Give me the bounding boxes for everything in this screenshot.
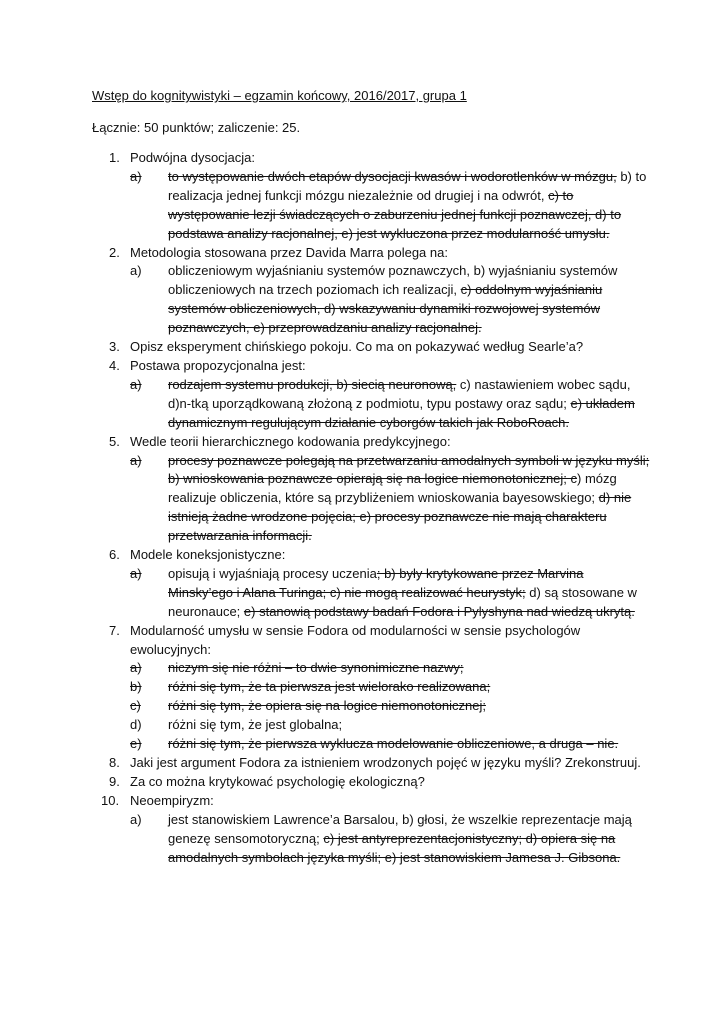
question-10 [92,792,652,868]
answer-letter: a) [130,263,142,279]
answer-struck: c) to występowanie lezji świadczących o zaburzeniu jednej funkcji poznawczej, d) to podstawa analizy racjonalnej, e) jest wykluczona przez modularność umysłu. [168,187,622,241]
question-5 [92,433,652,546]
question-number: 2. [109,244,120,260]
answer-kept: obliczeniowym wyjaśnianiu systemów poznawczych, b) wyjaśnianiu systemów obliczeniowych na trzech poziomach ich realizacji, [168,263,618,298]
answer-item [130,735,652,754]
question-number: 6. [109,547,120,563]
answer-letter: a) [130,168,142,184]
question-text: Opisz eksperyment chińskiego pokoju. Co ma on pokazywać według Searle’a? [130,339,584,355]
answer-struck: różni się tym, że opiera się na logice niemonotonicznej; [168,698,486,714]
question-number: 3. [109,339,120,355]
question-number: 8. [109,755,120,770]
answer-letter: c) [130,698,141,714]
answer-block [130,168,652,244]
answer-struck: e) układem dynamicznym regulującym działanie cyborgów takich jak RoboRoach. [168,395,635,430]
question-text: Wedle teorii hierarchicznego kodowania predykcyjnego: [130,433,451,449]
question-text: Modele koneksjonistyczne: [130,547,286,563]
answer-struck: różni się tym, że ta pierwsza jest wielorako realizowana; [168,679,491,695]
answer-block [130,565,652,622]
question-number: 9. [109,773,120,789]
question-text: Neoempiryzm: [130,792,214,808]
question-4 [92,357,652,433]
answer-kept: jest stanowiskiem Lawrence’a Barsalou, b) głosi, że wszelkie reprezentacje mają genezę sensomotoryczną; [168,811,632,846]
question-7 [92,622,652,754]
answer-kept: d) są stosowane w neuronauce; [168,584,637,619]
question-list [92,149,652,867]
question-6 [92,546,652,622]
answer-letter: d) [130,717,142,733]
answer-letter: a) [130,376,142,392]
question-number: 10. [101,792,120,808]
points-info: Łącznie: 50 punktów; zaliczenie: 25. [92,120,301,135]
question-text: Za co można krytykować psychologię ekologiczną? [130,773,425,789]
answer-kept: opisują i wyjaśniają procesy uczenia [168,565,377,581]
answer-letter: e) [130,736,142,752]
question-text: Postawa propozycjonalna jest: [130,357,306,373]
question-number: 5. [109,433,120,449]
answer-item [130,697,652,716]
question-3 [92,338,652,357]
answer-letter: a) [130,811,142,827]
answer-block [130,262,652,338]
answer-block [130,376,652,433]
answer-letter: a) [130,452,142,468]
question-text: Podwójna dysocjacja: [130,150,256,165]
answer-struck: d) nie istnieją żadne wrodzone pojęcia; e) procesy poznawcze nie mają charakteru przetwarzania informacji. [168,490,632,544]
answer-struck: niczym się nie różni – to dwie synonimiczne nazwy; [168,660,464,676]
answer-item [130,659,652,678]
question-8 [92,754,652,773]
answer-letter: a) [130,660,142,676]
answer-letter: a) [130,565,142,581]
answer-item [130,716,652,735]
question-number: 4. [109,357,120,373]
question-text: Jaki jest argument Fodora za istnieniem wrodzonych pojęć w języku myśli? Zrekonstruuj. [130,755,641,770]
answer-struck: ; b) były krytykowane przez Marvina Minsky’ego i Alana Turinga; c) nie mogą realizować heurystyk; [168,565,584,600]
answer-struck: c) oddolnym wyjaśnianiu systemów obliczeniowych, d) wskazywaniu dynamiki rozwojowej systemów poznawczych, e) przeprowadzaniu analizy racjonalnej. [168,282,603,336]
answer-kept: ) mózg realizuje obliczenia, które są przybliżeniem wnioskowania bayesowskiego; [168,471,617,506]
question-number: 7. [109,622,120,638]
question-1 [92,149,652,244]
answer-struck: to występowanie dwóch etapów dysocjacji kwasów i wodorotlenków w mózgu, [168,168,617,184]
answer-kept: b) to realizacja jednej funkcji mózgu niezależnie od drugiej i na odwrót, [168,168,647,203]
answer-kept: c) nastawieniem wobec sądu, d)n-tką uporządkowaną złożoną z podmiotu, typu postawy oraz sądu; [168,376,631,411]
question-2 [92,244,652,339]
question-text: Metodologia stosowana przez Davida Marra polega na: [130,244,448,260]
exam-title: Wstęp do kognitywistyki – egzamin końcowy, 2016/2017, grupa 1 [92,88,467,103]
answer-item [130,678,652,697]
answer-block [130,811,652,868]
question-9 [92,773,652,792]
answer-block [130,452,652,547]
answer-letter: b) [130,679,142,695]
answer-kept: różni się tym, że jest globalna; [168,717,343,733]
answer-struck: c) jest antyreprezentacjonistyczny; d) opiera się na amodalnych symbolach języka myśli; e) jest stanowiskiem Jamesa J. Gibsona. [168,830,621,865]
answer-struck: rodzajem systemu produkcji, b) siecią neuronową, [168,376,457,392]
question-text: Modularność umysłu w sensie Fodora od modularności w sensie psychologów ewolucyjnych: [130,622,581,657]
answer-struck: różni się tym, że pierwsza wyklucza modelowanie obliczeniowe, a druga – nie. [168,736,619,752]
question-number: 1. [109,150,120,165]
answer-struck: procesy poznawcze polegają na przetwarzaniu amodalnych symboli w języku myśli; b) wnioskowania poznawcze opierają się na logice niemonotonicznej; c [168,452,650,487]
answer-struck: e) stanowią podstawy badań Fodora i Pylyshyna nad wiedzą ukrytą. [243,603,635,619]
